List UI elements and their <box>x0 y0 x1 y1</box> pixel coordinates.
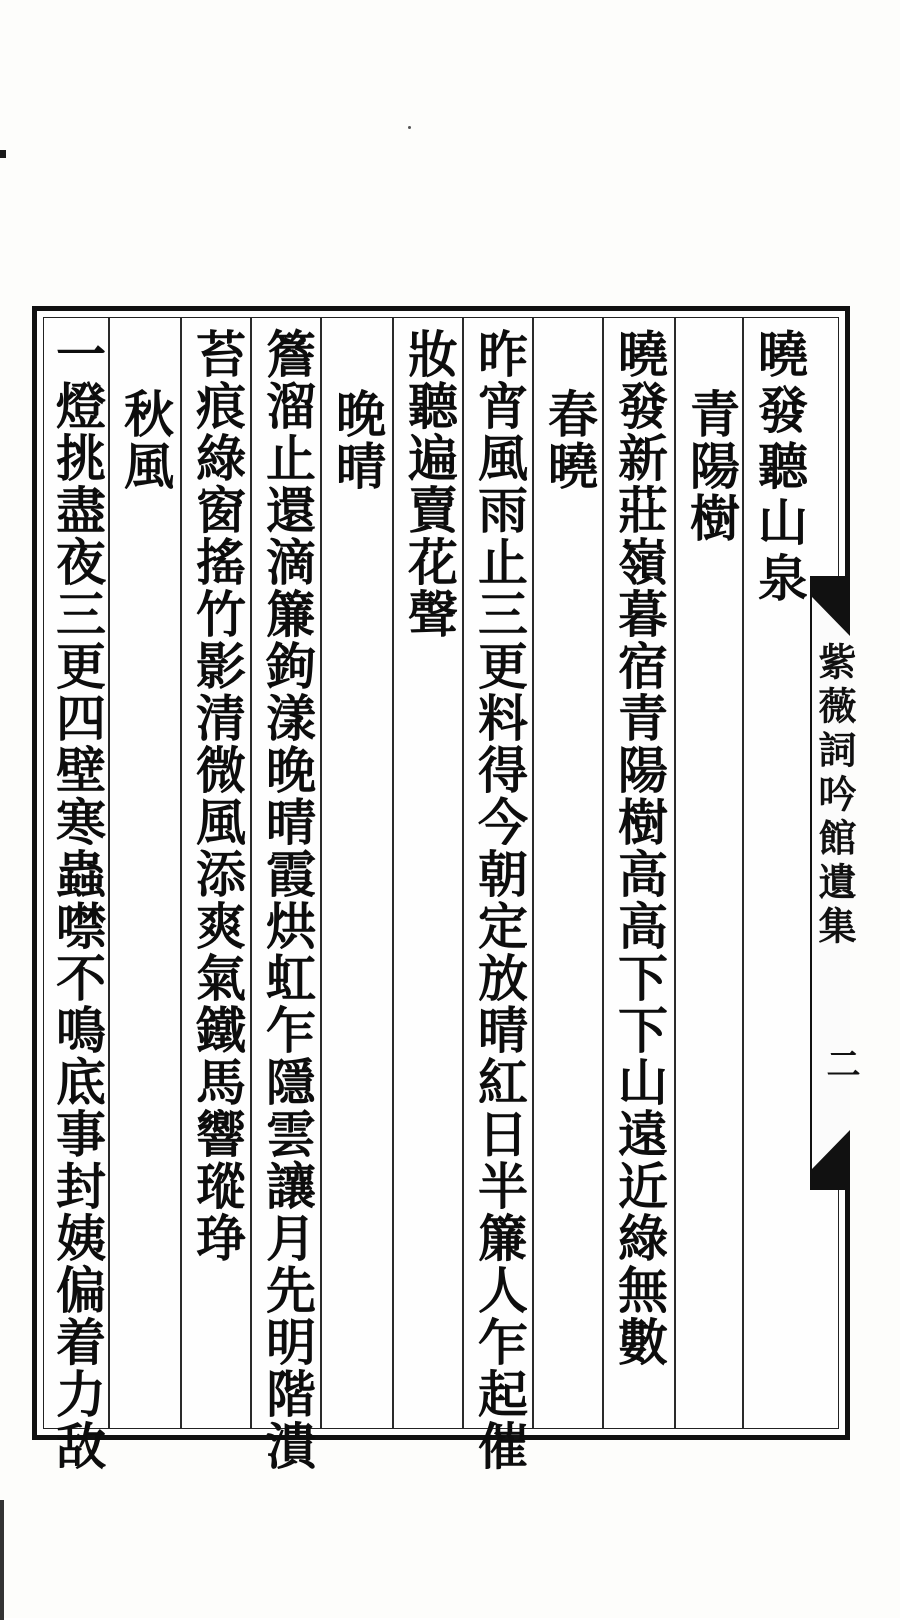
verse-column <box>606 328 672 1368</box>
verse-column <box>396 328 462 640</box>
column-rule <box>392 318 394 1428</box>
binding-mark <box>0 150 6 158</box>
column-rule <box>462 318 464 1428</box>
verse-text: 妝聽遍賣花聲 <box>400 328 459 640</box>
column-rule <box>602 318 604 1428</box>
poem-title: 曉發聽山泉 <box>750 328 809 608</box>
banxin-title: 紫薇詞吟館遺集 <box>812 642 857 950</box>
poem-title-column <box>746 328 812 608</box>
text-frame-inner-border <box>43 317 839 1472</box>
poem-subtitle: 秋風 <box>116 388 175 492</box>
poem-subtitle: 青陽樹 <box>682 388 741 544</box>
poem-subtitle-column <box>678 328 744 544</box>
poem-subtitle-column <box>536 328 602 492</box>
binding-mark <box>0 1500 4 1620</box>
verse-column <box>466 328 532 1472</box>
fish-tail-bottom <box>812 1130 850 1190</box>
verse-text: 一燈挑盡夜三更四壁寒蟲噤不鳴底事封姨偏着力敌 <box>48 328 107 1472</box>
verse-text: 苔痕綠窗搖竹影清微風添爽氣鐵馬響瑽琤 <box>188 328 247 1264</box>
column-rule <box>180 318 182 1428</box>
text-frame <box>32 306 850 1472</box>
poem-subtitle: 春曉 <box>540 388 599 492</box>
poem-subtitle: 晚晴 <box>328 388 387 492</box>
column-rule <box>532 318 534 1428</box>
poem-subtitle-column <box>112 328 178 492</box>
column-rule <box>250 318 252 1428</box>
verse-text: 簷溜止還滴簾鉤漾晚晴霞烘虹乍隱雲讓月先明階潰 <box>258 328 317 1472</box>
verse-text: 昨宵風雨止三更料得今朝定放晴紅日半簾人乍起催 <box>470 328 529 1472</box>
verse-column <box>184 328 250 1264</box>
column-rule <box>320 318 322 1428</box>
poem-subtitle-column <box>324 328 390 492</box>
verse-column <box>44 328 110 1472</box>
fish-tail-top <box>812 576 850 636</box>
verse-column <box>254 328 320 1472</box>
column-rule <box>674 318 676 1428</box>
paper-speck <box>408 126 411 129</box>
verse-text: 曉發新莊嶺暮宿青陽樹高高下下山遠近綠無數 <box>610 328 669 1368</box>
folio-number: 二 <box>820 1046 860 1080</box>
banxin-fore-edge <box>810 576 860 1190</box>
